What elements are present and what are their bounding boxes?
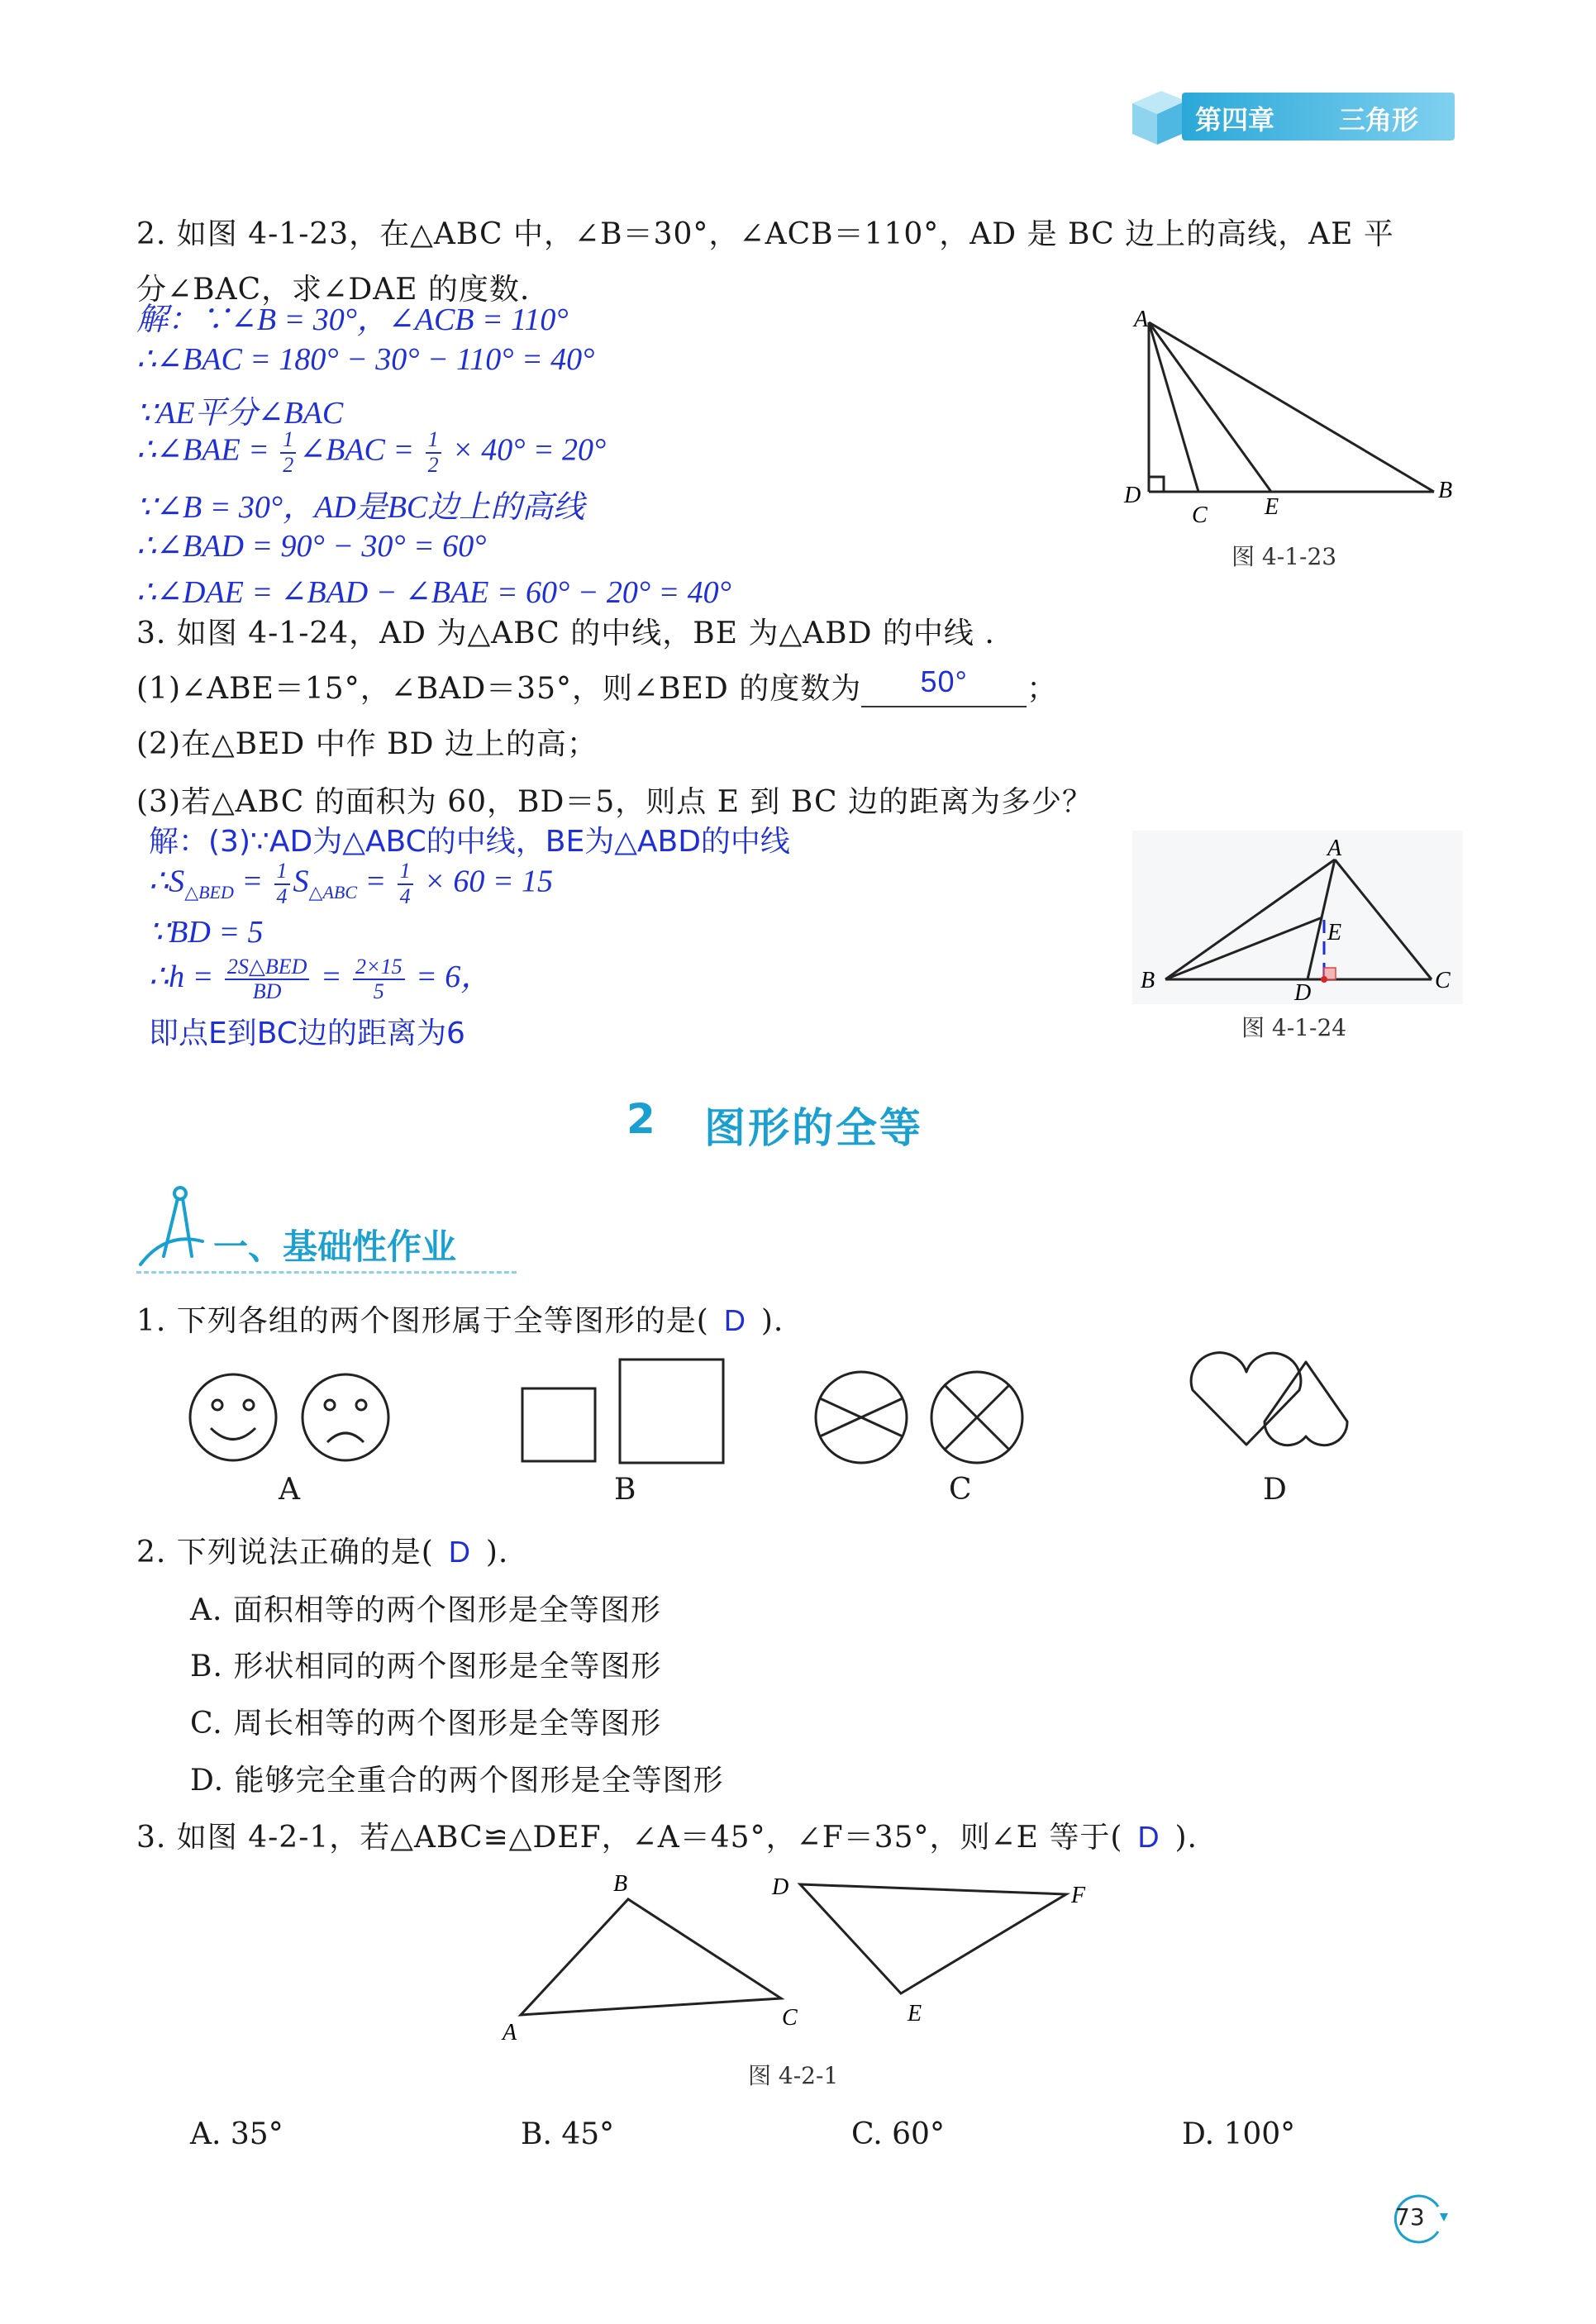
b2-option-b: B. 形状相同的两个图形是全等图形	[190, 1650, 662, 1683]
q3-solution-line1: 解：(3)∵AD为△ABC的中线，BE为△ABD的中线	[149, 825, 790, 859]
fig24-label-b: B	[1141, 968, 1155, 993]
q2-stem-line1: 2. 如图 4-1-23，在△ABC 中，∠B＝30°，∠ACB＝110°，AD 是 BC 边上的高线，AE 平	[136, 217, 1394, 251]
b1-label-a: A	[279, 1473, 300, 1507]
fig24-label-c: C	[1435, 968, 1451, 993]
q3-stem: 3. 如图 4-1-24，AD 为△ABC 的中线，BE 为△ABD 的中线 .	[136, 617, 995, 650]
q2-bae-end: × 40° = 20°	[444, 432, 607, 468]
q2-frac-b: $\frac{1}{2}$	[426, 428, 441, 477]
b1-label-b: B	[614, 1473, 636, 1507]
fig421-label-c: C	[782, 2005, 798, 2031]
b1-stem: 1. 下列各组的两个图形属于全等图形的是( D ).	[136, 1303, 784, 1338]
chapter-cube-icon	[1124, 83, 1190, 149]
q3-part2: (2)在△BED 中作 BD 边上的高；	[136, 727, 598, 761]
fig24-label-e: E	[1327, 920, 1342, 945]
q2-solution-line4	[136, 428, 606, 477]
b3-option-c: C. 60°	[851, 2117, 945, 2151]
b2-option-a: A. 面积相等的两个图形是全等图形	[190, 1593, 661, 1627]
fig23-label-c: C	[1192, 502, 1208, 528]
fig421-label-f: F	[1071, 1883, 1086, 1908]
chapter-label: 第四章	[1195, 104, 1275, 136]
b1-label-d: D	[1263, 1473, 1287, 1507]
fig421-label-a: A	[503, 2020, 517, 2045]
fig23-label-e: E	[1265, 494, 1279, 520]
fig24-label-d: D	[1294, 980, 1312, 1004]
q2-stem-line2: 分∠BAC，求∠DAE 的度数.	[136, 273, 531, 307]
figure-4-1-23	[1116, 306, 1471, 537]
q2-frac-a: $\frac{1}{2}$	[280, 428, 296, 477]
q3-part1-blank	[861, 664, 1027, 707]
b3-option-a: A. 35°	[190, 2117, 283, 2151]
q2-bae-mid: ∠BAC =	[299, 432, 422, 468]
fig23-label-a: A	[1134, 307, 1149, 332]
q2-solution-line7: ∴∠DAE = ∠BAD − ∠BAE = 60° − 20° = 40°	[136, 575, 731, 610]
q2-solution-line5: ∵∠B = 30°，AD是BC边上的高线	[136, 490, 585, 525]
subsection-title: 一、基础性作业	[213, 1226, 457, 1267]
figure-4-1-24	[1132, 831, 1463, 1004]
q2-solution-line2: ∴∠BAC = 180° − 30° − 110° = 40°	[136, 342, 595, 377]
section-number: 2	[626, 1095, 658, 1143]
figure-4-1-24-caption: 图 4-1-24	[1241, 1014, 1347, 1041]
b2-answer: D	[448, 1535, 471, 1569]
figure-4-2-1-caption: 图 4-2-1	[748, 2062, 839, 2089]
chapter-title: 三角形	[1339, 104, 1419, 136]
b2-stem: 2. 下列说法正确的是( D ).	[136, 1535, 509, 1569]
fig23-label-b: B	[1438, 478, 1453, 503]
page-number: 73	[1395, 2203, 1425, 2231]
section-title: 图形的全等	[704, 1104, 923, 1152]
q3-part1-end: ；	[1027, 672, 1058, 706]
fig24-label-a: A	[1327, 836, 1342, 861]
q2-solution-line6: ∴∠BAD = 90° − 30° = 60°	[136, 529, 487, 564]
b3-answer: D	[1137, 1820, 1160, 1854]
q3-solution-line5: 即点E到BC边的距离为6	[149, 1017, 465, 1050]
q3-solution-line2: $\therefore S_{\triangle BED}$ = $\frac{1}{4}$ $S_{\triangle ABC}$ = $\frac{1}{4}$ × 60 = 15	[149, 859, 553, 908]
b3-option-d: D. 100°	[1182, 2117, 1296, 2151]
q3-part3: (3)若△ABC 的面积为 60，BD＝5，则点 E 到 BC 边的距离为多少？	[136, 785, 1093, 819]
q2-solution-line1: 解：∵∠B = 30°，∠ACB = 110°	[136, 302, 569, 337]
compass-icon	[132, 1182, 207, 1273]
fig421-label-d: D	[772, 1874, 789, 1900]
q3-part1-text: (1)∠ABE＝15°，∠BAD＝35°，则∠BED 的度数为	[136, 672, 862, 706]
fig421-label-b: B	[613, 1871, 628, 1897]
q3-solution-line3: ∵BD = 5	[149, 915, 264, 950]
subsection-underline	[136, 1271, 517, 1274]
fig421-label-e: E	[908, 2001, 922, 2026]
fig23-label-d: D	[1124, 483, 1141, 508]
q2-solution-line3: ∵AE平分∠BAC	[136, 396, 344, 431]
b3-option-b: B. 45°	[521, 2117, 615, 2151]
q3-part1	[136, 665, 1057, 707]
q3-part1-answer: 50°	[920, 664, 968, 698]
b1-label-c: C	[949, 1473, 972, 1507]
b3-stem: 3. 如图 4-2-1，若△ABC≌△DEF，∠A＝45°，∠F＝35°，则∠E 等于( D ).	[136, 1820, 1198, 1855]
b2-option-d: D. 能够完全重合的两个图形是全等图形	[190, 1764, 724, 1798]
figure-4-1-23-caption: 图 4-1-23	[1232, 543, 1337, 570]
figure-4-2-1	[488, 1860, 1116, 2050]
q2-bae-start: ∴∠BAE =	[136, 432, 278, 468]
q3-solution-line4: ∴h = $\frac{\text{2S△BED}}{BD}$ = $\frac{2\times 15}{5}$ = 6，	[149, 954, 493, 1004]
b1-figures	[165, 1339, 1405, 1488]
b1-answer: D	[723, 1303, 746, 1337]
b2-option-c: C. 周长相等的两个图形是全等图形	[190, 1707, 662, 1741]
